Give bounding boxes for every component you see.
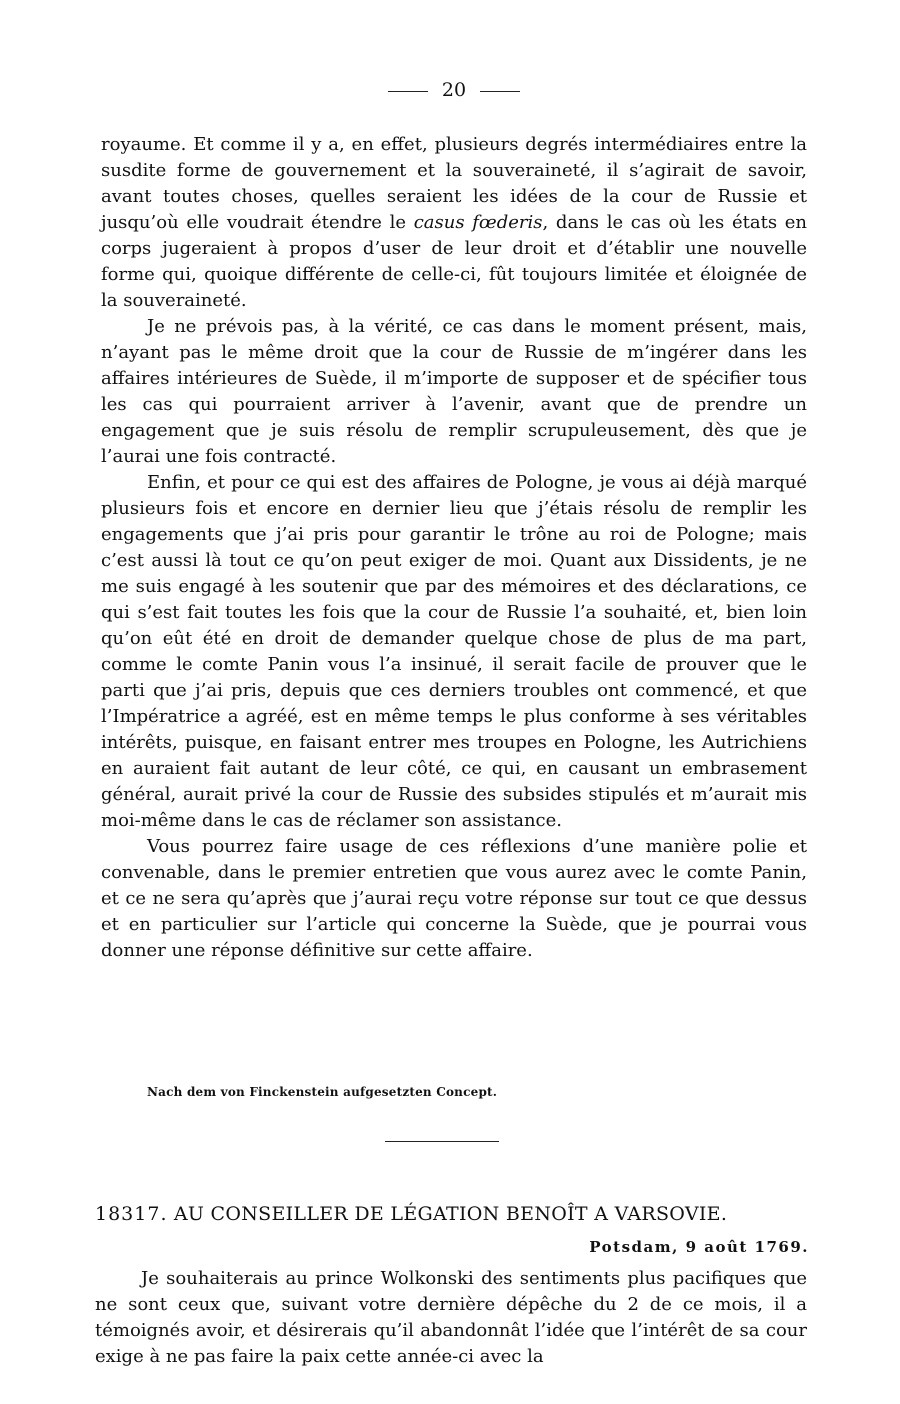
paragraph-1-end: , dans le cas où les états en corps jugeraient à propos d’user de leur droit et d’établir une nouvelle forme qui, quoique différente de celle-ci, fût toujours limitée et éloignée de la souveraineté. [101,212,807,311]
letter-number: 18317. [95,1203,168,1225]
paragraph-1-start: royaume. Et comme il y a, en effet, plusieurs degrés intermédiaires entre la susdite forme de gouvernement et la souveraineté, il s’agirait de savoir, avant toutes choses, quelles seraient les idées de la cour de Russie et jusqu’où elle voudrait étendre le [101,134,807,233]
header-dash-left [388,91,428,92]
paragraph-3: Enfin, et pour ce qui est des affaires de Pologne, je vous ai déjà marqué plusieurs fois et encore en dernier lieu que j’étais résolu de remplir les engagements que j’ai pris pour garantir le trône au roi de Pologne; mais c’est aussi là tout ce qu’on peut exiger de moi. Quant aux Dissidents, je ne me suis engagé à les soutenir que par des mémoires et des déclarations, ce qui s’est fait toutes les fois que la cour de Russie l’a souhaité, et, bien loin qu’on eût été en droit de demander quelque chose de plus de ma part, comme le comte Panin vous l’a insinué, il serait facile de prouver que le parti que j’ai pris, depuis que ces derniers troubles ont commencé, et que l’Impératrice a agréé, est en même temps le plus conforme à ses véritables intérêts, puisque, en faisant entrer mes troupes en Pologne, les Autrichiens en auraient fait autant de leur côté, ce qui, en causant un embrasement général, aurait privé la cour de Russie des subsides stipulés et m’aurait mis moi-même dans le cas de réclamer son assistance. [101,472,807,831]
source-note: Nach dem von Finckenstein aufgesetzten Concept. [147,1085,498,1099]
section-separator [385,1141,499,1142]
letter-text [95,1266,807,1370]
body-text [101,132,807,964]
page-number: 20 [441,79,467,101]
letter-paragraph-1: Je souhaiterais au prince Wolkonski des sentiments plus pacifiques que ne sont ceux que, suivant votre dernière dépêche du 2 de ce mois, il a témoignés avoir, et désirerais qu’il abandonnât l’idée que l’intérêt de sa cour exige à ne pas faire la paix cette année-ci avec la [95,1268,807,1367]
page-header [101,78,807,102]
header-dash-right [480,91,520,92]
paragraph-1 [101,132,807,314]
letter-title: AU CONSEILLER DE LÉGATION BENOÎT A VARSOVIE. [173,1203,728,1225]
casus-foederis-italic: casus fœderis [413,212,543,233]
paragraph-4: Vous pourrez faire usage de ces réflexions d’une manière polie et convenable, dans le premier entretien que vous aurez avec le comte Panin, et ce ne sera qu’après que j’aurai reçu votre réponse sur tout ce que dessus et en particulier sur l’article qui concerne la Suède, que je pourrai vous donner une réponse définitive sur cette affaire. [101,836,807,961]
paragraph-2: Je ne prévois pas, à la vérité, ce cas dans le moment présent, mais, n’ayant pas le même droit que la cour de Russie de m’ingérer dans les affaires intérieures de Suède, il m’importe de supposer et de spécifier tous les cas qui pourraient arriver à l’avenir, avant que de prendre un engagement que je suis résolu de remplir scrupuleusement, dès que je l’aurai une fois contracté. [101,316,807,467]
letter-dateline: Potsdam, 9 août 1769. [589,1238,809,1256]
letter-heading [95,1200,807,1228]
